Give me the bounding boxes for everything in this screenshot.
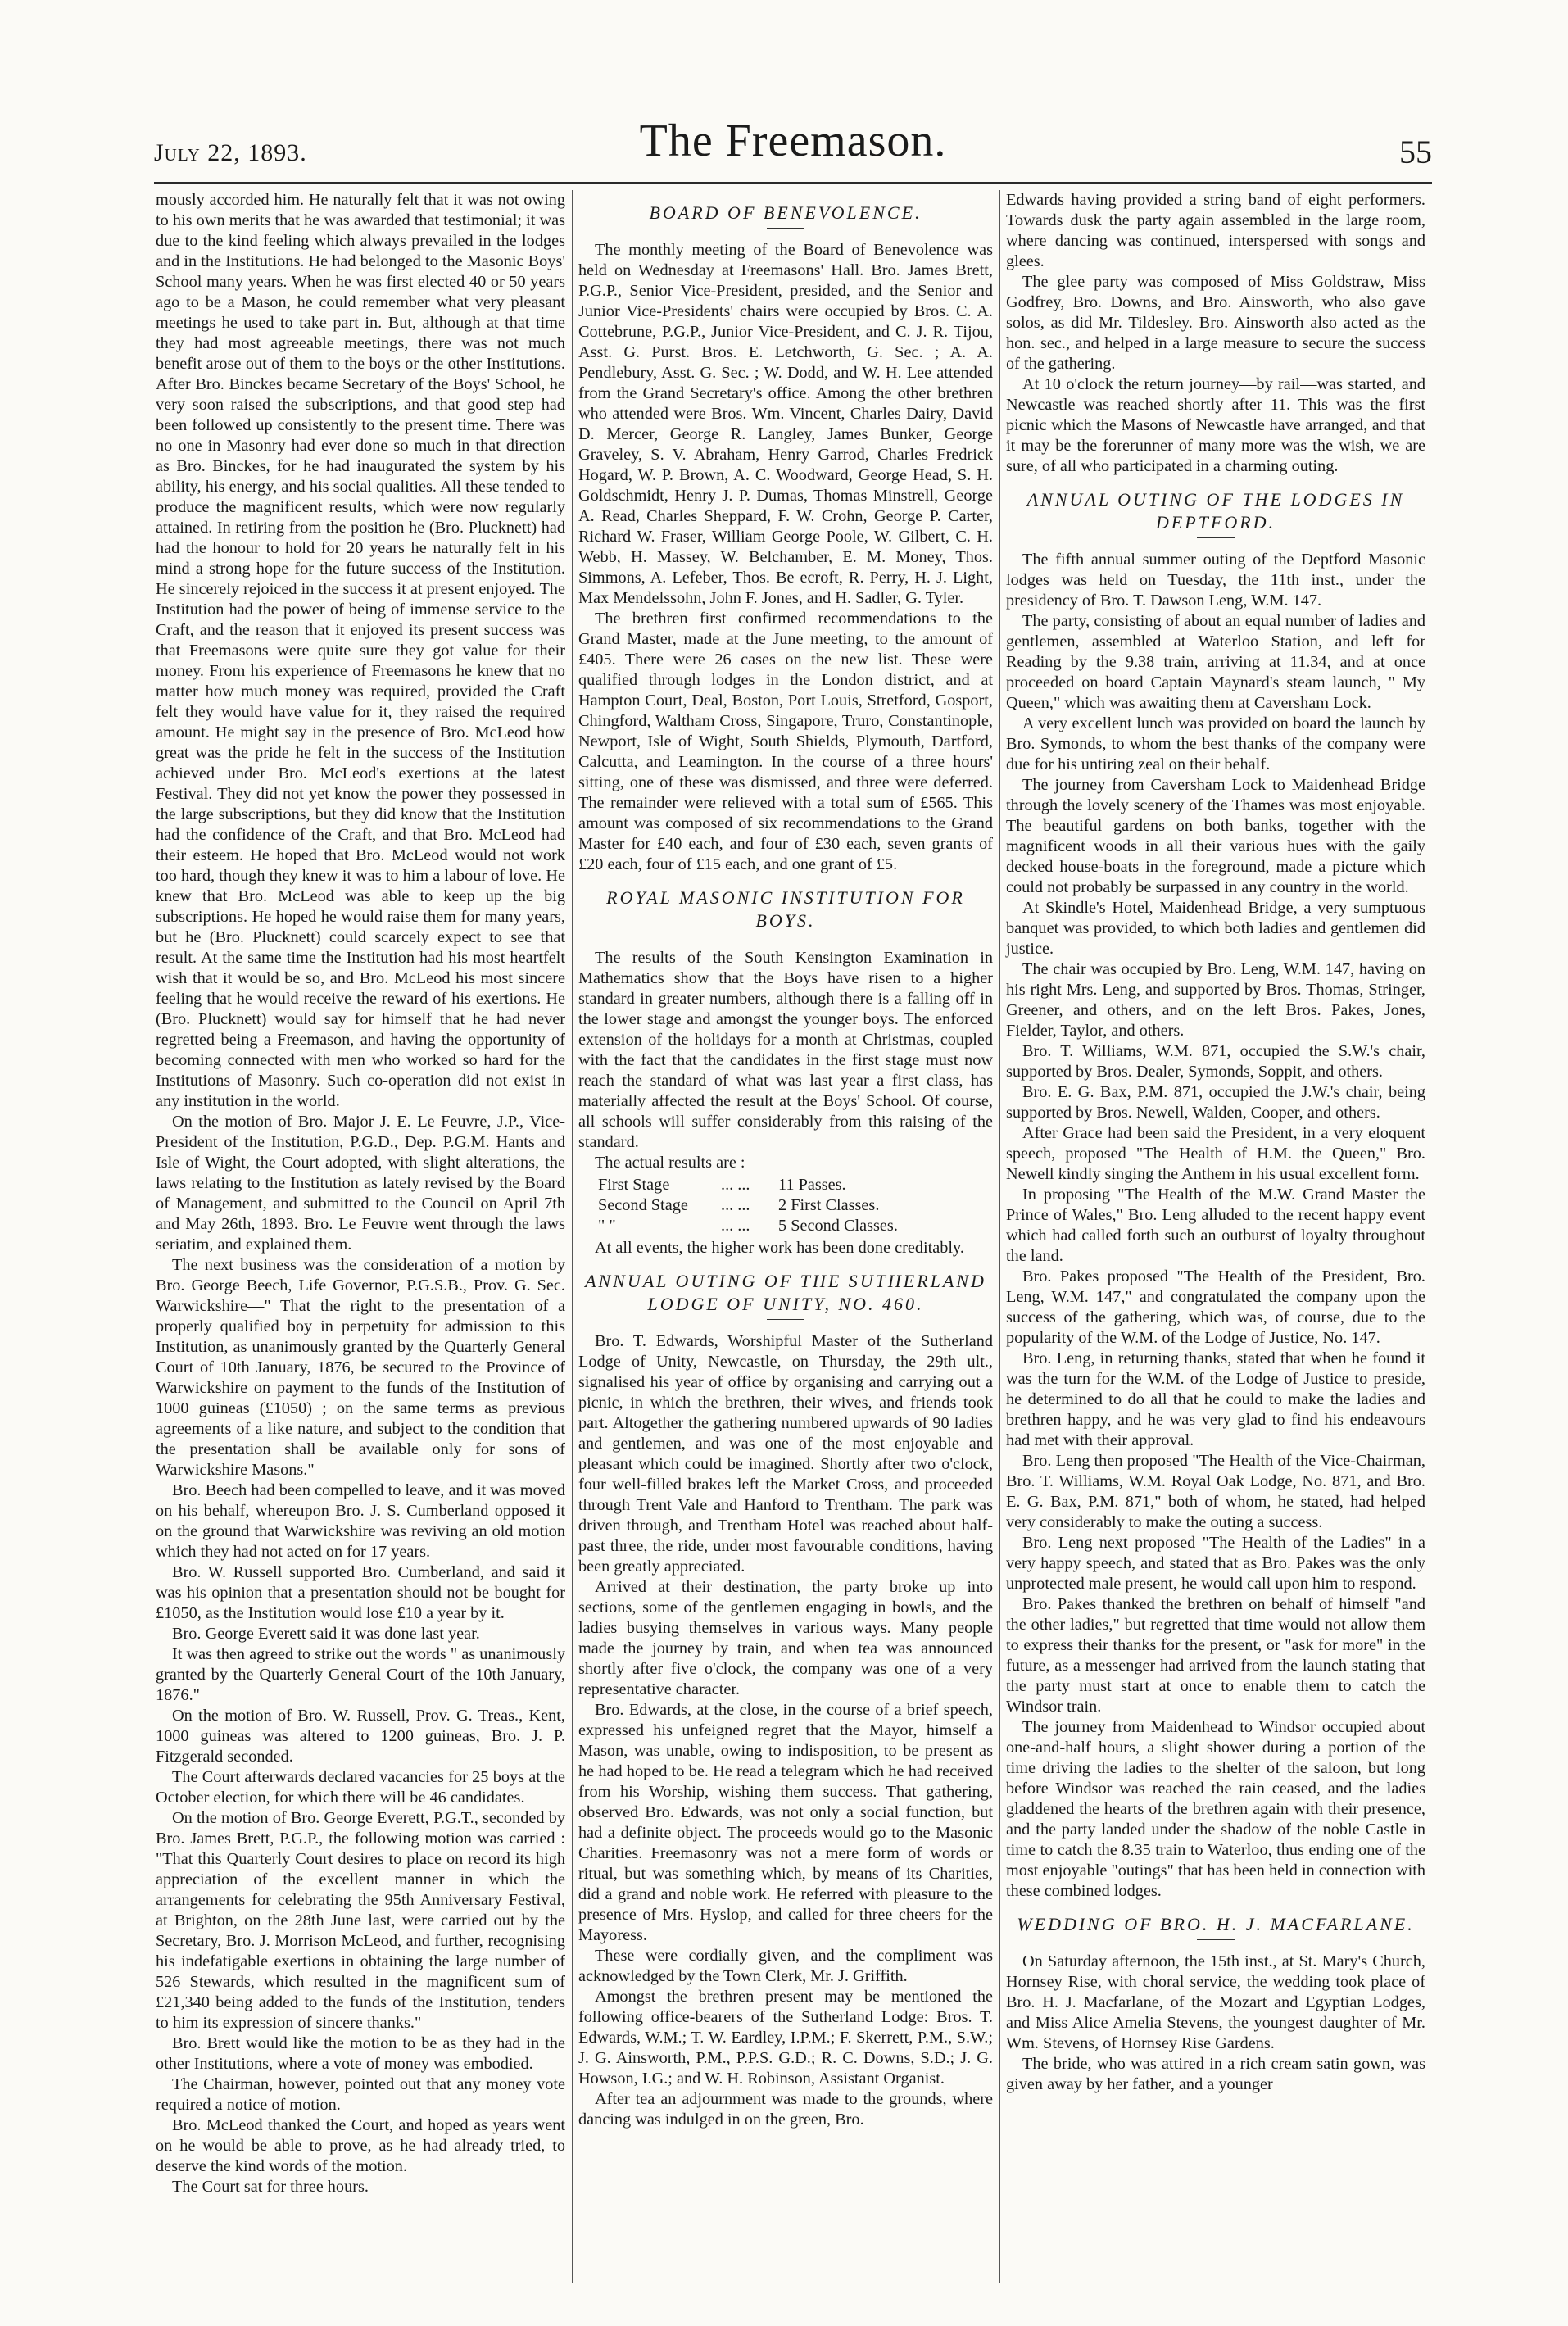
section-heading-deptford-lodges: ANNUAL OUTING OF THE LODGES IN DEPTFORD.: [1026, 489, 1405, 533]
heading-rule: [767, 228, 804, 229]
article-paragraph: Bro. W. Russell supported Bro. Cumberland, and said it was his opinion that a presentation should not be bought for £1050, as the Institution would lose £10 a year by it.: [156, 1563, 565, 1622]
column-3: [1006, 190, 1425, 2095]
article-paragraph: Bro. T. Edwards, Worshipful Master of the Sutherland Lodge of Unity, Newcastle, on Thursday, the 29th ult., signalised his year of office by organising and carrying out a picnic, in which the brethren, their wives, and friends took part. Altogether the gathering numbered upwards of 90 ladies and gentlemen, and was one of the most enjoyable and pleasant which could be imagined. Shortly after two o'clock, four well-filled brakes left the Market Cross, and proceeded through Trent Vale and Hanford to Trentham. The park was driven through, and Trentham Hotel was reached about half-past three, the ride, under most favourable conditions, having been greatly appreciated.: [578, 1332, 993, 1576]
article-paragraph: The monthly meeting of the Board of Benevolence was held on Wednesday at Freemasons' Hall. Bro. James Brett, P.G.P., Senior Vice-President, presided, and the Senior and Junior Vice-Presidents' chairs were occupied by Bros. C. A. Cottebrune, P.G.P., Junior Vice-President, and C. J. R. Tijou, Asst. G. Purst. Bros. E. Letchworth, G. Sec. ; A. A. Pendlebury, Asst. G. Sec. ; W. Dodd, and W. H. Lee attended from the Grand Secretary's office. Among the other brethren who attended were Bros. Wm. Vincent, Charles Dairy, David D. Mercer, George R. Langley, James Bunker, George Graveley, S. V. Abraham, Henry Garrod, Charles Fredrick Hogard, W. P. Brown, A. C. Woodward, George Head, S. H. Goldschmidt, Henry J. P. Dumas, Thomas Minstrell, George A. Read, Charles Sheppard, F. W. Crohn, George P. Carter, Richard W. Fraser, William George Poole, W. Gilbert, C. H. Webb, H. Massey, W. Belchamber, E. M. Money, Thos. Simmons, A. Lefeber, Thos. Be ecroft, R. Perry, H. J. Light, Max Mendelssohn, John F. Jones, and H. Sadler, G. Tyler.: [578, 241, 993, 607]
results-intro: The actual results are :: [595, 1154, 745, 1172]
article-paragraph: The next business was the consideration of a motion by Bro. George Beech, Life Governor, P.G.S.B., Prov. G. Sec. Warwickshire—" That the right to the presentation of a properly qualified boy in perpetuity for admission to this Institution, as unanimously granted by the Quarterly General Court of 10th January, 1876, be secured to the Province of Warwickshire on payment to the funds of the Institution of 1000 guineas (£1050) ; on the same terms as previous agreements of a like nature, and subject to the condition that the presentation shall be available only for sons of Warwickshire Masons.": [156, 1256, 565, 1479]
masthead: [154, 115, 1432, 180]
article-paragraph: On the motion of Bro. George Everett, P.G.T., seconded by Bro. James Brett, P.G.P., the following motion was carried : "That this Quarterly Court desires to place on record its high appreciation of the excellent manner in which the arrangements for celebrating the 95th Anniversary Festival, at Brighton, on the 28th June last, were carried out by the Secretary, Bro. J. Morrison McLeod, and further, recognising his indefatigable exertions in obtaining the large number of 526 Stewards, which resulted in the magnificent sum of £21,340 being added to the funds of the Institution, tenders to him its expression of sincere thanks.": [156, 1809, 565, 2032]
article-paragraph: The journey from Caversham Lock to Maidenhead Bridge through the lovely scenery of the Thames was most enjoyable. The beautiful gardens on both banks, together with the magnificent woods in all their various hues with the gaily decked house-boats in the foreground, made a picture which could not probably be surpassed in any country in the world.: [1006, 776, 1425, 896]
section-heading-wedding: WEDDING OF BRO. H. J. MACFARLANE.: [1017, 1914, 1415, 1934]
article-paragraph: The Court afterwards declared vacancies for 25 boys at the October election, for which there will be 46 candidates.: [156, 1768, 565, 1807]
article-paragraph: Arrived at their destination, the party broke up into sections, some of the gentlemen engaging in bowls, and the ladies busying themselves in various ways. Many people made the journey by train, and when tea was announced shortly after five o'clock, the company was one of a very representative character.: [578, 1578, 993, 1698]
article-paragraph: The Chairman, however, pointed out that any money vote required a notice of motion.: [156, 2075, 565, 2114]
article-paragraph: It was then agreed to strike out the words " as unanimously granted by the Quarterly General Court of the 10th January, 1876.": [156, 1645, 565, 1704]
article-paragraph: Bro. Leng then proposed "The Health of the Vice-Chairman, Bro. T. Williams, W.M. Royal Oak Lodge, No. 871, and Bro. E. G. Bax, P.M. 871," both of whom, he stated, had helped very considerably to make the outing a success.: [1006, 1452, 1425, 1531]
heading-rule: [767, 1319, 804, 1320]
article-paragraph: The fifth annual summer outing of the Deptford Masonic lodges was held on Tuesday, the 11th inst., under the presidency of Bro. T. Dawson Leng, W.M. 147.: [1006, 551, 1425, 610]
article-paragraph: On Saturday afternoon, the 15th inst., at St. Mary's Church, Hornsey Rise, with choral service, the wedding took place of Bro. H. J. Macfarlane, of the Mozart and Egyptian Lodges, and Miss Alice Amelia Stevens, the youngest daughter of Mr. Wm. Stevens, of Hornsey Rise Gardens.: [1006, 1952, 1425, 2052]
article-paragraph: The chair was occupied by Bro. Leng, W.M. 147, having on his right Mrs. Leng, and supported by Bros. Thomas, Stringer, Greener, and others, and on the left Bros. Pakes, Jones, Fielder, Taylor, and others.: [1006, 960, 1425, 1040]
result-row: First Stage ... ... 11 Passes.: [598, 1176, 846, 1194]
result-row: " " ... ... 5 Second Classes.: [598, 1217, 898, 1235]
section-heading-rmib: ROYAL MASONIC INSTITUTION FOR BOYS.: [606, 887, 965, 931]
article-paragraph: Bro. Edwards, at the close, in the course of a brief speech, expressed his unfeigned regret that the Mayor, himself a Mason, was unable, owing to indisposition, to be present as he had hoped to be. He read a telegram which he had received from his Worship, wishing them success. That gathering, observed Bro. Edwards, was not only a social function, but had a definite object. The proceeds would go to the Masonic Charities. Freemasonry was not a mere form of words or ritual, but was something which, by means of its Charities, did a grand and noble work. He referred with pleasure to the presence of Mrs. Hyslop, and called for three cheers for the Mayoress.: [578, 1701, 993, 1944]
article-paragraph: The Court sat for three hours.: [172, 2178, 369, 2196]
article-paragraph: The party, consisting of about an equal number of ladies and gentlemen, assembled at Waterloo Station, and left for Reading by the 9.38 train, arriving at 11.34, and at once proceeded on board Captain Maynard's steam launch, " My Queen," which was awaiting them at Caversham Lock.: [1006, 612, 1425, 712]
article-paragraph: On the motion of Bro. W. Russell, Prov. G. Treas., Kent, 1000 guineas was altered to 1200 guineas, Bro. J. P. Fitzgerald seconded.: [156, 1707, 565, 1766]
article-paragraph: Bro. Leng next proposed "The Health of the Ladies" in a very happy speech, and stated that as Bro. Pakes was the only unprotected male present, he would call upon him to respond.: [1006, 1534, 1425, 1593]
column-1: [156, 190, 565, 2197]
article-paragraph: mously accorded him. He naturally felt that it was not owing to his own merits that he was awarded that testimonial; it was due to the kind feeling which always prevailed in the lodges and in the Institutions. He had belonged to the Masonic Boys' School many years. When he was first elected 40 or 50 years ago to be a Mason, he could remember what very pleasant meetings he used to take part in. But, although at that time they had most agreeable meetings, there was not much benefit arose out of them to the boys or the other Institutions. After Bro. Binckes became Secretary of the Boys' School, he very soon raised the subscriptions, and that good step had been followed up consistently to the present time. There was no one in Masonry had ever done so much in that direction as Bro. Binckes, for he had inaugurated the system by his ability, his energy, and his social qualities. All these tended to produce the magnificent results, which were now regularly attained. In retiring from the position he (Bro. Plucknett) had had the honour to hold for 20 years he naturally felt in his mind a strong hope for the future success of the Institution. He sincerely rejoiced in the success it at present enjoyed. The Institution had the power of being of immense service to the Craft, and the reason that it enjoyed its present success was that Freemasons were quite sure they got value for their money. From his experience of Freemasons he knew that no matter how much money was required, provided the Craft felt they would have value for it, they raised the required amount. He might say in the presence of Bro. McLeod how great was the pride he felt in the success of the Institution achieved under Bro. McLeod's exertions at the latest Festival. They did not yet know the power they possessed in the large subscriptions, but they did know that the Institution had the confidence of the Craft, and that Bro. McLeod had their esteem. He hoped that Bro. McLeod would not work too hard, though they knew it was to him a labour of love. He knew that Bro. McLeod was able to keep up the big subscriptions. He hoped he would raise them for many years, but he (Bro. Plucknett) could scarcely expect to see that result. At the same time the Institution had his most heartfelt wish that it would be so, and Bro. McLeod his most sincere feeling that he would receive the reward of his exertions. He (Bro. Plucknett) would say for himself that he had never regretted being a Freemason, and having the opportunity of becoming connected with men who worked so hard for the Institutions of Masonry. Such co-operation did not exist in any institution in the world.: [156, 191, 565, 1110]
article-paragraph: Amongst the brethren present may be mentioned the following office-bearers of the Sutherland Lodge: Bros. T. Edwards, W.M.; T. W. Eardley, I.P.M.; F. Skerrett, P.M., S.W.; J. G. Ainsworth, P.M., P.P.S. G.D.; R. C. Downs, S.D.; J. G. Howson, I.G.; and W. H. Robinson, Assistant Organist.: [578, 1988, 993, 2088]
column-divider: [999, 190, 1000, 2283]
article-paragraph: The bride, who was attired in a rich cream satin gown, was given away by her father, and a younger: [1006, 2055, 1425, 2093]
article-paragraph: Bro. Brett would like the motion to be as they had in the other Institutions, where a vote of money was embodied.: [156, 2034, 565, 2073]
article-paragraph: On the motion of Bro. Major J. E. Le Feuvre, J.P., Vice-President of the Institution, P.G.D., Dep. P.G.M. Hants and Isle of Wight, the Court adopted, with slight alterations, the laws relating to the Institution as lately revised by the Board of Management, and submitted to the Council on April 7th and May 26th, 1893. Bro. Le Feuvre went through the laws seriatim, and explained them.: [156, 1113, 565, 1254]
article-paragraph: Bro. E. G. Bax, P.M. 871, occupied the J.W.'s chair, being supported by Bros. Newell, Walden, Cooper, and others.: [1006, 1083, 1425, 1122]
issue-date: July 22, 1893.: [154, 139, 307, 166]
article-paragraph: These were cordially given, and the compliment was acknowledged by the Town Clerk, Mr. J. Griffith.: [578, 1947, 993, 1985]
article-paragraph: Bro. Leng, in returning thanks, stated that when he found it was the turn for the W.M. of the Lodge of Justice to preside, he determined to do all that he could to make the ladies and brethren happy, and he was very glad to find his endeavours had met with their approval.: [1006, 1349, 1425, 1449]
page-number: 55: [1399, 134, 1432, 170]
article-paragraph: The glee party was composed of Miss Goldstraw, Miss Godfrey, Bro. Downs, and Bro. Ainsworth, who also gave solos, as did Mr. Tildesley. Bro. Ainsworth also acted as the hon. sec., and helped in a large measure to secure the success of the gathering.: [1006, 273, 1425, 373]
article-paragraph: Bro. McLeod thanked the Court, and hoped as years went on he would be able to prove, as he had already tried, to deserve the kind words of the motion.: [156, 2116, 565, 2175]
exam-results: [598, 1175, 993, 1236]
newspaper-title: The Freemason.: [639, 116, 947, 166]
article-paragraph: Bro. Pakes proposed "The Health of the President, Bro. Leng, W.M. 147," and congratulated the company upon the success of the gathering, which was, of course, due to the popularity of the W.M. of the Lodge of Justice, No. 147.: [1006, 1267, 1425, 1347]
article-paragraph: The journey from Maidenhead to Windsor occupied about one-and-half hours, a slight shower during a portion of the time driving the ladies to the shelter of the saloon, but long before Windsor was reached the rain ceased, and the ladies gladdened the hearts of the brethren again with their presence, and the party landed under the shadow of the noble Castle in time to catch the 8.35 train to Waterloo, thus ending one of the most enjoyable "outings" that has been held in connection with these combined lodges.: [1006, 1718, 1425, 1900]
article-paragraph: Edwards having provided a string band of eight performers. Towards dusk the party again assembled in the large room, where dancing was continued, interspersed with songs and glees.: [1006, 191, 1425, 270]
article-paragraph: After tea an adjournment was made to the grounds, where dancing was indulged in on the green, Bro.: [578, 2090, 993, 2129]
section-heading-board-of-benevolence: BOARD OF BENEVOLENCE.: [649, 202, 922, 223]
article-paragraph: Bro. Pakes thanked the brethren on behalf of himself "and the other ladies," but regretted that time would not allow them to express their thanks for the present, or "ask for more" in the future, as a messenger had arrived from the launch stating that the party must start at once to enable them to catch the Windsor train.: [1006, 1595, 1425, 1716]
heading-rule: [1197, 1939, 1235, 1940]
article-paragraph: At Skindle's Hotel, Maidenhead Bridge, a very sumptuous banquet was provided, to which both ladies and gentlemen did justice.: [1006, 899, 1425, 958]
result-row: Second Stage ... ... 2 First Classes.: [598, 1196, 880, 1214]
article-paragraph: Bro. Beech had been compelled to leave, and it was moved on his behalf, whereupon Bro. J. S. Cumberland opposed it on the ground that Warwickshire was reviving an old motion which they had not acted on for 17 years.: [156, 1481, 565, 1561]
article-paragraph: Bro. T. Williams, W.M. 871, occupied the S.W.'s chair, supported by Bros. Dealer, Symonds, Soppit, and others.: [1006, 1042, 1425, 1081]
section-heading-sutherland-lodge: ANNUAL OUTING OF THE SUTHERLAND LODGE OF UNITY, NO. 460.: [585, 1271, 986, 1314]
article-paragraph: At all events, the higher work has been done creditably.: [595, 1239, 964, 1257]
article-paragraph: A very excellent lunch was provided on board the launch by Bro. Symonds, to whom the best thanks of the company were due for his untiring zeal on their behalf.: [1006, 714, 1425, 773]
article-paragraph: After Grace had been said the President, in a very eloquent speech, proposed "The Health of H.M. the Queen," Bro. Newell kindly singing the Anthem in his usual excellent form.: [1006, 1124, 1425, 1183]
article-paragraph: The results of the South Kensington Examination in Mathematics show that the Boys have risen to a higher standard in greater numbers, although there is a falling off in the lower stage and amongst the younger boys. The enforced extension of the holidays for a month at Christmas, coupled with the fact that the candidates in the first stage must now reach the standard of what was last year a first class, has materially affected the result at the Boys' School. Of course, all schools will suffer considerably from this raising of the standard.: [578, 949, 993, 1151]
article-paragraph: At 10 o'clock the return journey—by rail—was started, and Newcastle was reached shortly after 11. This was the first picnic which the Masons of Newcastle have arranged, and that it may be the forerunner of many more was the wish, we are sure, of all who participated in a charming outing.: [1006, 375, 1425, 475]
heading-rule: [1197, 537, 1235, 538]
article-paragraph: In proposing "The Health of the M.W. Grand Master the Prince of Wales," Bro. Leng alluded to the recent happy event which had called forth such an outburst of loyalty throughout the land.: [1006, 1186, 1425, 1265]
column-2: [578, 190, 993, 2130]
article-paragraph: Bro. George Everett said it was done last year.: [172, 1625, 480, 1643]
masthead-rule: [154, 182, 1432, 184]
column-divider: [572, 190, 573, 2283]
article-paragraph: The brethren first confirmed recommendations to the Grand Master, made at the June meeting, to the amount of £405. There were 26 cases on the new list. These were qualified through lodges in the London district, and at Hampton Court, Deal, Boston, Port Louis, Stretford, Gosport, Chingford, Waltham Cross, Singapore, Truro, Constantinople, Newport, Isle of Wight, South Shields, Plymouth, Dartford, Calcutta, and Leamington. In the course of a three hours' sitting, one of these was dismissed, and three were deferred. The remainder were relieved with a total sum of £565. This amount was composed of six recommendations to the Grand Master for £40 each, and four of £30 each, seven grants of £20 each, four of £15 each, and one grant of £5.: [578, 610, 993, 873]
